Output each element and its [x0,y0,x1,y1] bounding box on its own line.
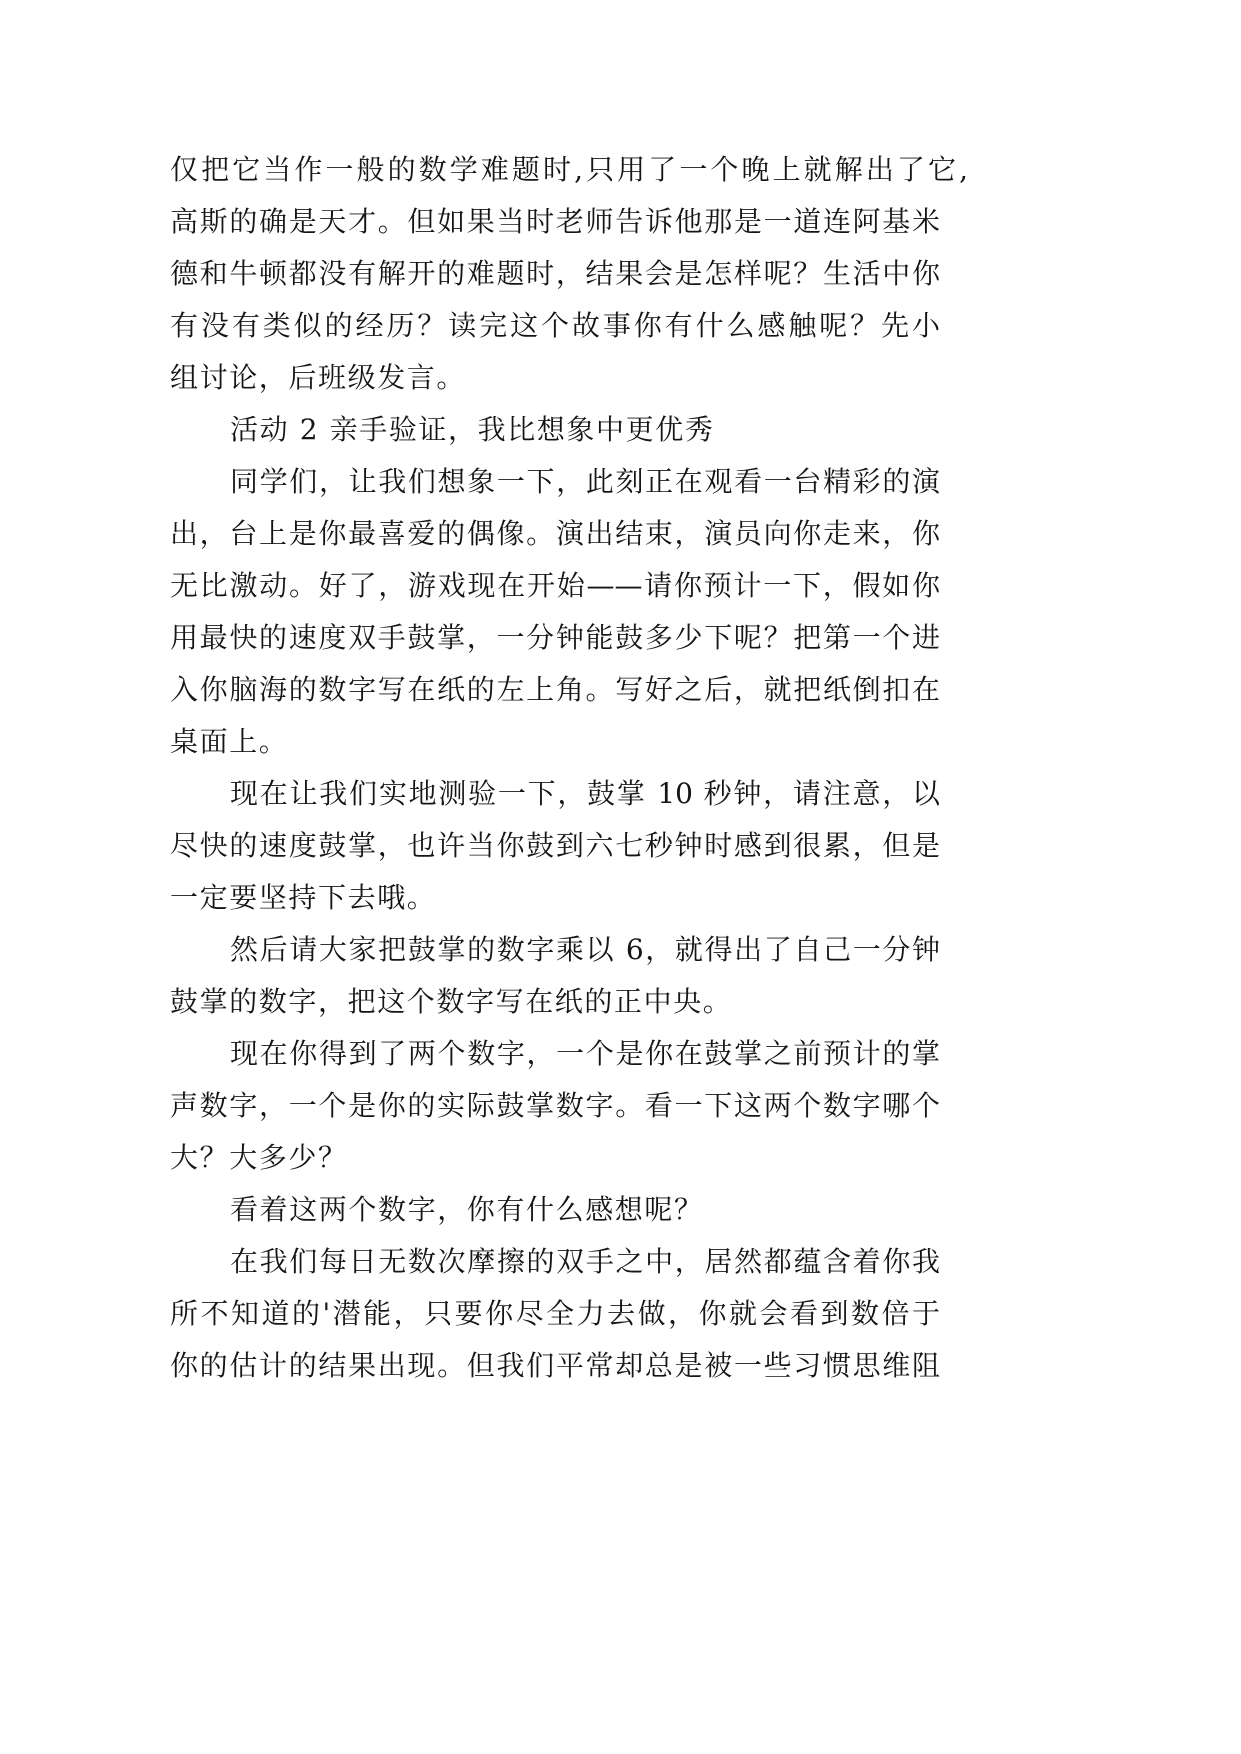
activity-heading: 活动 2 亲手验证，我比想象中更优秀 [230,413,715,446]
text-line: 有没有类似的经历？读完这个故事你有什么感触呢？先小 [170,309,940,342]
text-line: 无比激动。好了，游戏现在开始——请你预计一下，假如你 [170,569,940,602]
text-line: 同学们，让我们想象一下，此刻正在观看一台精彩的演 [230,465,940,498]
text-line: 看着这两个数字，你有什么感想呢？ [230,1193,704,1226]
text-line: 入你脑海的数字写在纸的左上角。写好之后，就把纸倒扣在 [170,673,940,706]
text-line: 桌面上。 [170,725,289,758]
text-line: 在我们每日无数次摩擦的双手之中，居然都蕴含着你我 [230,1245,940,1278]
document-body [170,144,968,1392]
text-line: 用最快的速度双手鼓掌，一分钟能鼓多少下呢？把第一个进 [170,621,940,654]
text-line: 你的估计的结果出现。但我们平常却总是被一些习惯思维阻 [170,1349,940,1382]
text-line: 然后请大家把鼓掌的数字乘以 6，就得出了自己一分钟 [230,933,940,966]
text-line: 出，台上是你最喜爱的偶像。演出结束，演员向你走来，你 [170,517,940,550]
text-line: 声数字，一个是你的实际鼓掌数字。看一下这两个数字哪个 [170,1089,940,1122]
text-line: 现在让我们实地测验一下，鼓掌 10 秒钟，请注意，以 [230,777,940,810]
text-line: 仅把它当作一般的数学难题时,只用了一个晚上就解出了它, [170,153,968,186]
text-line: 一定要坚持下去哦。 [170,881,437,914]
text-line: 组讨论，后班级发言。 [170,361,467,394]
text-line: 德和牛顿都没有解开的难题时，结果会是怎样呢？生活中你 [170,257,940,290]
text-line: 大？大多少？ [170,1141,348,1174]
text-line: 鼓掌的数字，把这个数字写在纸的正中央。 [170,985,733,1018]
text-line: 高斯的确是天才。但如果当时老师告诉他那是一道连阿基米 [170,205,940,238]
text-line: 尽快的速度鼓掌，也许当你鼓到六七秒钟时感到很累，但是 [170,829,940,862]
text-line: 现在你得到了两个数字，一个是你在鼓掌之前预计的掌 [230,1037,940,1070]
text-line: 所不知道的'潜能，只要你尽全力去做，你就会看到数倍于 [170,1297,940,1330]
